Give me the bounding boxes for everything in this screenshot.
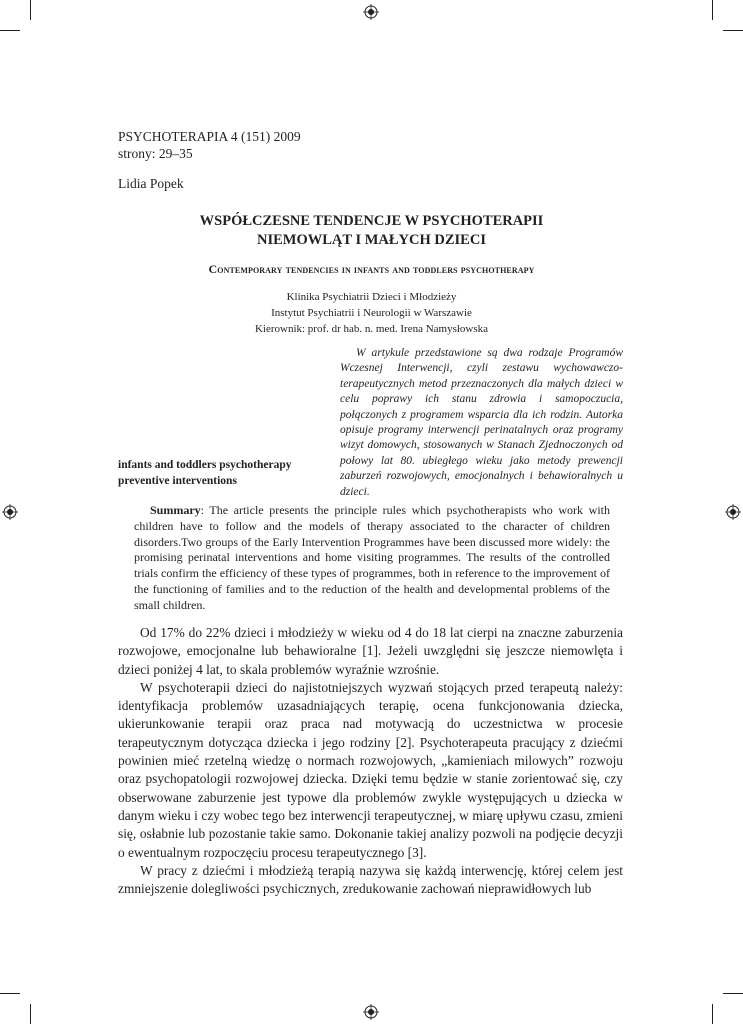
affiliation: [0, 289, 743, 337]
crop-mark: [723, 30, 743, 31]
crop-mark: [712, 0, 713, 20]
registration-mark-icon: [725, 504, 741, 520]
keyword-2: preventive interventions: [118, 474, 237, 487]
crop-mark: [712, 1004, 713, 1024]
body-paragraph: W pracy z dziećmi i młodzieżą terapią nazywa się każdą interwencję, której celem jest zmniejszenie dolegliwości psychicznych, zredukowanie zachowań nieprawidłowych lub: [118, 862, 623, 897]
keyword-1: infants and toddlers psychotherapy: [118, 459, 292, 471]
crop-mark: [30, 0, 31, 20]
crop-mark: [0, 993, 20, 994]
affiliation-head: Kierownik: prof. dr hab. n. med. Irena Namysłowska: [254, 323, 489, 335]
english-summary: [134, 503, 610, 614]
registration-mark-icon: [363, 4, 379, 20]
article-title: [0, 212, 743, 250]
english-title: Contemporary tendencies in infants and toddlers psychotherapy: [208, 262, 535, 276]
journal-issue: PSYCHOTERAPIA 4 (151) 2009: [118, 129, 301, 144]
article-body: [118, 624, 623, 898]
title-line-2: NIEMOWLĄT I MAŁYCH DZIECI: [257, 232, 486, 248]
body-paragraph: Od 17% do 22% dzieci i młodzieży w wieku od 4 do 18 lat cierpi na znaczne zaburzenia rozwojowe, emocjonalne lub behawioralne [1]. Jeżeli uwzględni się jeszcze niemowlęta i dzieci poniżej 4 lat, to skala problemów wyraźnie wzrośnie.: [118, 625, 623, 677]
title-line-1: WSPÓŁCZESNE TENDENCJE W PSYCHOTERAPII: [199, 213, 544, 229]
registration-mark-icon: [2, 504, 18, 520]
keywords: [118, 458, 292, 489]
crop-mark: [30, 1004, 31, 1024]
affiliation-clinic: Klinika Psychiatrii Dzieci i Młodzieży: [286, 291, 457, 303]
registration-mark-icon: [363, 1004, 379, 1020]
page-range: strony: 29–35: [118, 146, 193, 161]
summary-label: Summary: [150, 503, 201, 517]
journal-header: [118, 128, 301, 162]
author-name: Lidia Popek: [118, 176, 184, 191]
affiliation-institute: Instytut Psychiatrii i Neurologii w Warszawie: [271, 307, 472, 319]
polish-abstract: W artykule przedstawione są dwa rodzaje Programów Wczesnej Interwencji, czyli zestawu wychowawczo-terapeutycznych metod przeznaczonych dla małych dzieci w celu poprawy ich stanu zdrowia i samopoczucia, połączonych z programem wsparcia dla ich rodzin. Autorka opisuje programy interwencji perinatalnych oraz programy wizyt domowych, stosowanych w Stanach Zjednoczonych od połowy lat 80. ubiegłego wieku jako metody prewencji zaburzeń rozwojowych, emocjonalnych i behawioralnych u dzieci.: [340, 347, 623, 498]
body-paragraph: W psychoterapii dzieci do najistotniejszych wyzwań stojących przed terapeutą należy: identyfikacja problemów uzasadniających terapię, ocena funkcjonowania dziecka, ukierunkowanie terapii oraz praca nad motywacją do uczestnictwa w procesie terapeutycznym dotycząca dziecka i jego rodziny [2]. Psychoterapeuta pracujący z dziećmi powinien mieć rzetelną wiedzę o normach rozwojowych, „kamieniach milowych” rozwoju oraz psychopatologii rozwojowej dziecka. Dzięki temu będzie w stanie zorientować się, czy obserwowane zaburzenie jest typowe dla problemów zwykle występujących u dziecka w danym wieku i czy wobec tego bez interwencji terapeutycznej, w miarę upływu czasu, zmieni się, osłabnie lub pozostanie takie samo. Dokonanie takiej analizy pozwoli na podjęcie decyzji o ewentualnym rozpoczęciu procesu terapeutycznego [3].: [118, 679, 623, 860]
summary-text: : The article presents the principle rules which psychotherapists who work with children have to follow and the models of therapy associated to the character of children disorders.Two groups of the Early Intervention Programmes have been discussed more widely: the promising perinatal interventions and home visiting programmes. The results of the controlled trials confirm the efficiency of these types of programmes, both in reference to the improvement of the functioning of families and to the reduction of the health and developmental problems of the small children.: [134, 503, 610, 612]
crop-mark: [0, 30, 20, 31]
crop-mark: [723, 993, 743, 994]
